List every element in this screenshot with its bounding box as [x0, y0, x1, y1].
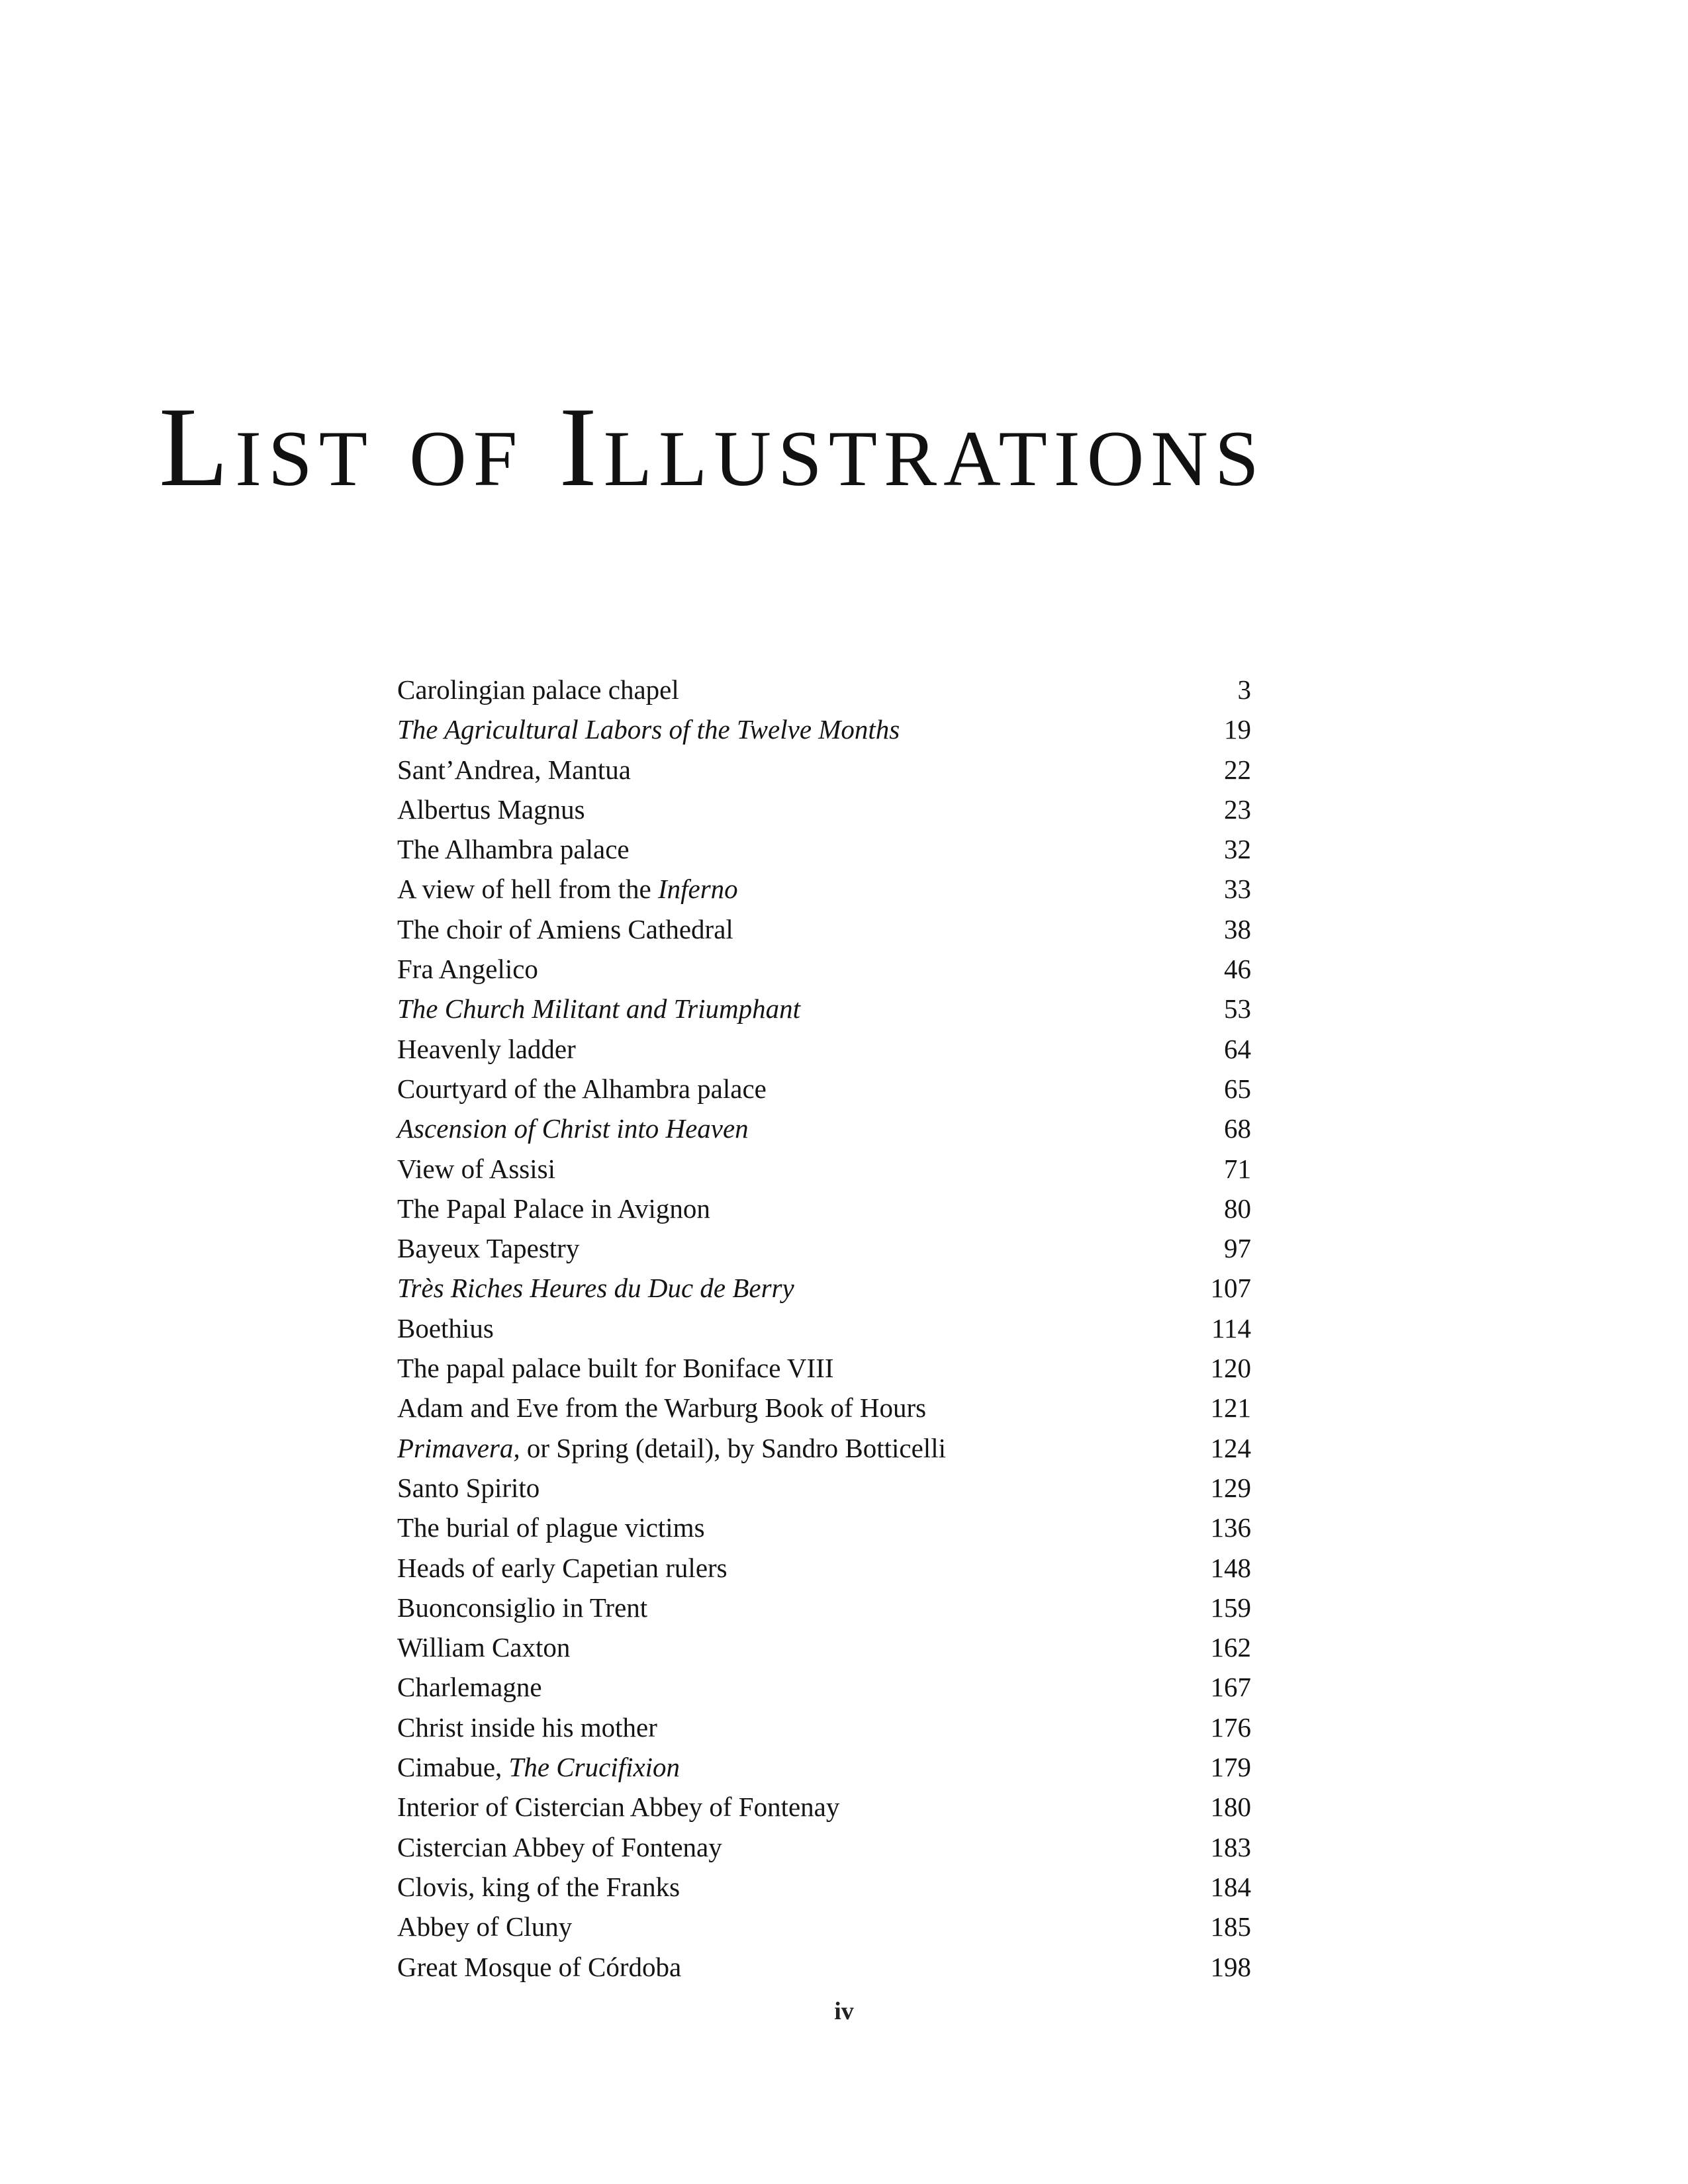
- illustration-page-number: 19: [1224, 714, 1251, 745]
- illustration-page-number: 97: [1224, 1233, 1251, 1264]
- illustration-page-number: 80: [1224, 1193, 1251, 1224]
- illustration-title: [397, 1787, 839, 1827]
- illustration-title: [397, 1388, 926, 1428]
- title-segment: Cistercian Abbey of Fontenay: [397, 1831, 722, 1862]
- italic-title-segment: The Church Militant and Triumphant: [397, 993, 800, 1024]
- illustration-title: [397, 1189, 710, 1228]
- illustration-title: [397, 1947, 681, 1987]
- illustration-page-number: 23: [1224, 794, 1251, 825]
- italic-title-segment: Inferno: [657, 874, 738, 905]
- illustration-page-number: 159: [1210, 1592, 1251, 1623]
- illustration-title: [397, 1069, 767, 1109]
- illustration-page-number: 68: [1224, 1113, 1251, 1144]
- italic-title-segment: The Agricultural Labors of the Twelve Months: [397, 714, 900, 745]
- list-item: [397, 1149, 1251, 1189]
- list-item: [397, 1109, 1251, 1148]
- illustration-title: [397, 1667, 542, 1707]
- italic-title-segment: Primavera,: [397, 1432, 520, 1463]
- illustration-title: [397, 949, 538, 989]
- title-segment: Santo Spirito: [397, 1472, 540, 1503]
- list-item: [397, 1947, 1251, 1987]
- list-item: [397, 1308, 1251, 1348]
- title-segment: Heads of early Capetian rulers: [397, 1552, 727, 1583]
- illustration-title: [397, 1627, 570, 1667]
- title-segment: Charlemagne: [397, 1672, 542, 1703]
- illustration-page-number: 167: [1210, 1672, 1251, 1703]
- list-item: [397, 790, 1251, 829]
- illustration-page-number: 38: [1224, 913, 1251, 944]
- illustration-title: [397, 1707, 657, 1747]
- list-item: [397, 1508, 1251, 1547]
- illustration-page-number: 64: [1224, 1033, 1251, 1064]
- illustration-page-number: 3: [1237, 674, 1251, 705]
- title-segment: Interior of Cistercian Abbey of Fontenay: [397, 1792, 840, 1823]
- illustration-page-number: 129: [1210, 1472, 1251, 1503]
- title-segment: The Papal Palace in Avignon: [397, 1193, 710, 1224]
- title-segment: View of Assisi: [397, 1153, 555, 1184]
- illustration-title: [397, 709, 900, 749]
- list-item: [397, 670, 1251, 709]
- illustration-page-number: 124: [1210, 1432, 1251, 1463]
- illustration-page-number: 114: [1211, 1312, 1251, 1343]
- list-item: [397, 989, 1251, 1028]
- title-segment: Sant’Andrea, Mantua: [397, 754, 631, 785]
- illustration-page-number: 33: [1224, 874, 1251, 905]
- illustration-title: [397, 989, 800, 1028]
- illustration-page-number: 198: [1210, 1951, 1251, 1982]
- list-item: [397, 1907, 1251, 1946]
- illustration-page-number: 180: [1210, 1792, 1251, 1823]
- list-item: [397, 1388, 1251, 1428]
- illustration-page-number: 185: [1210, 1911, 1251, 1942]
- list-item: [397, 1548, 1251, 1588]
- page-title: List of Illustrations: [159, 385, 1266, 510]
- illustration-page-number: 71: [1224, 1153, 1251, 1184]
- illustration-page-number: 176: [1210, 1711, 1251, 1743]
- illustration-title: [397, 1348, 834, 1388]
- illustration-page-number: 32: [1224, 834, 1251, 865]
- illustration-title: [397, 1428, 946, 1468]
- list-item: [397, 909, 1251, 949]
- title-segment: Cimabue,: [397, 1752, 509, 1783]
- illustration-title: [397, 869, 738, 909]
- title-segment: Fra Angelico: [397, 954, 538, 985]
- list-item: [397, 1827, 1251, 1867]
- title-segment: Courtyard of the Alhambra palace: [397, 1073, 767, 1104]
- illustration-title: [397, 670, 679, 709]
- title-segment: The papal palace built for Boniface VIII: [397, 1353, 834, 1384]
- list-item: [397, 1707, 1251, 1747]
- illustration-title: [397, 1867, 680, 1907]
- list-item: [397, 1228, 1251, 1268]
- illustration-title: [397, 1268, 794, 1308]
- illustration-title: [397, 1109, 749, 1148]
- illustration-title: [397, 750, 631, 790]
- list-item: [397, 1747, 1251, 1787]
- illustration-page-number: 179: [1210, 1752, 1251, 1783]
- illustration-page-number: 46: [1224, 954, 1251, 985]
- list-item: [397, 1069, 1251, 1109]
- illustration-title: [397, 829, 630, 869]
- illustration-page-number: 183: [1210, 1831, 1251, 1862]
- list-item: [397, 1667, 1251, 1707]
- list-item: [397, 709, 1251, 749]
- illustration-title: [397, 909, 733, 949]
- title-segment: or Spring (detail), by Sandro Botticelli: [520, 1432, 946, 1463]
- illustration-title: [397, 1827, 722, 1867]
- italic-title-segment: The Crucifixion: [508, 1752, 680, 1783]
- illustration-page-number: 184: [1210, 1871, 1251, 1902]
- list-item: [397, 1867, 1251, 1907]
- title-segment: Heavenly ladder: [397, 1033, 576, 1064]
- list-item: [397, 1268, 1251, 1308]
- illustration-title: [397, 1149, 555, 1189]
- illustration-title: [397, 1508, 705, 1547]
- title-segment: William Caxton: [397, 1632, 571, 1663]
- title-segment: A view of hell from the: [397, 874, 658, 905]
- list-item: [397, 829, 1251, 869]
- title-segment: The Alhambra palace: [397, 834, 630, 865]
- title-segment: Clovis, king of the Franks: [397, 1871, 680, 1902]
- list-item: [397, 1468, 1251, 1508]
- title-segment: Carolingian palace chapel: [397, 674, 679, 705]
- illustration-title: [397, 1029, 576, 1069]
- title-segment: Great Mosque of Córdoba: [397, 1951, 682, 1982]
- illustration-title: [397, 1588, 647, 1627]
- list-item: [397, 869, 1251, 909]
- illustrations-list: [397, 670, 1251, 1987]
- illustration-page-number: 22: [1224, 754, 1251, 785]
- illustration-page-number: 148: [1210, 1552, 1251, 1583]
- list-item: [397, 1348, 1251, 1388]
- title-segment: The choir of Amiens Cathedral: [397, 913, 733, 944]
- title-segment: Christ inside his mother: [397, 1711, 657, 1743]
- illustration-title: [397, 1228, 579, 1268]
- illustration-page-number: 120: [1210, 1353, 1251, 1384]
- illustration-page-number: 121: [1210, 1392, 1251, 1424]
- list-item: [397, 1627, 1251, 1667]
- title-segment: Boethius: [397, 1312, 494, 1343]
- illustration-title: [397, 1548, 727, 1588]
- list-item: [397, 1588, 1251, 1627]
- list-item: [397, 1029, 1251, 1069]
- list-item: [397, 949, 1251, 989]
- illustration-title: [397, 1747, 680, 1787]
- list-item: [397, 1787, 1251, 1827]
- illustration-page-number: 162: [1210, 1632, 1251, 1663]
- italic-title-segment: Très Riches Heures du Duc de Berry: [397, 1273, 794, 1304]
- title-segment: Adam and Eve from the Warburg Book of Hours: [397, 1392, 927, 1424]
- title-segment: Buonconsiglio in Trent: [397, 1592, 648, 1623]
- illustration-title: [397, 1308, 494, 1348]
- list-item: [397, 1189, 1251, 1228]
- illustration-title: [397, 1907, 572, 1946]
- illustration-page-number: 53: [1224, 993, 1251, 1024]
- page-number: iv: [834, 1997, 854, 2025]
- list-item: [397, 1428, 1251, 1468]
- italic-title-segment: Ascension of Christ into Heaven: [397, 1113, 749, 1144]
- illustration-page-number: 136: [1210, 1512, 1251, 1543]
- illustration-page-number: 107: [1210, 1273, 1251, 1304]
- title-segment: Bayeux Tapestry: [397, 1233, 580, 1264]
- list-item: [397, 750, 1251, 790]
- illustration-page-number: 65: [1224, 1073, 1251, 1104]
- illustration-title: [397, 790, 585, 829]
- illustration-title: [397, 1468, 539, 1508]
- title-segment: Abbey of Cluny: [397, 1911, 573, 1942]
- title-segment: The burial of plague victims: [397, 1512, 705, 1543]
- title-segment: Albertus Magnus: [397, 794, 585, 825]
